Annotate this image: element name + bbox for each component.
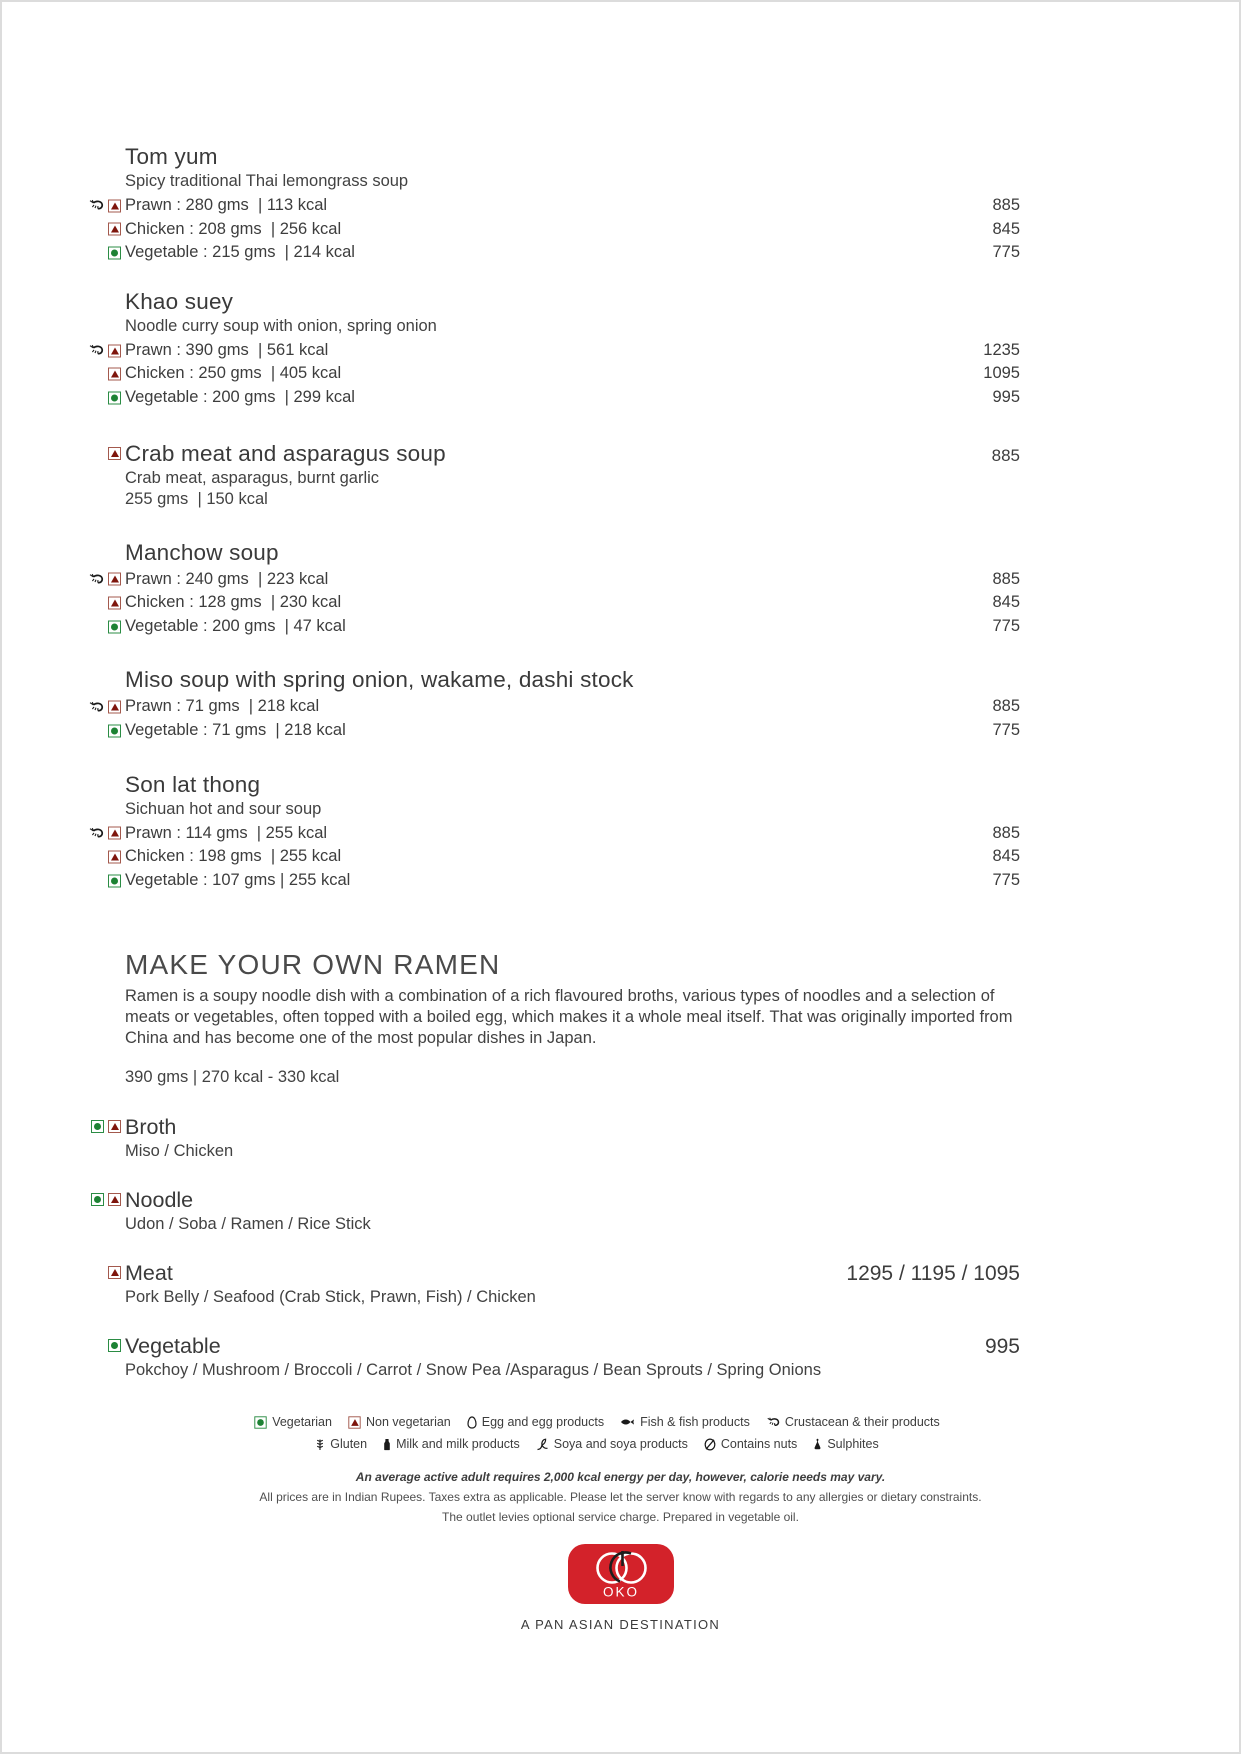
- item-price: 845: [992, 847, 1020, 866]
- item-label: Prawn : 390 gms | 561 kcal: [125, 340, 329, 359]
- option-title-row: [125, 1114, 1020, 1140]
- menu-item-row: [125, 822, 1020, 846]
- non-veg-icon: [108, 447, 121, 460]
- menu-item-row: [125, 591, 1020, 615]
- allergen-icons: [81, 199, 121, 212]
- legend-label: Non vegetarian: [365, 1415, 451, 1429]
- dish-section-manchow: [125, 539, 1020, 639]
- allergen-icons: [81, 701, 121, 714]
- allergen-icons: [81, 827, 121, 840]
- legend-label: Soya and soya products: [553, 1437, 688, 1451]
- option-title: Noodle: [125, 1188, 194, 1213]
- menu-item-row: [125, 869, 1020, 893]
- logo-text: OKO: [602, 1584, 639, 1600]
- item-price: 775: [992, 616, 1020, 635]
- legend-item: [766, 1415, 940, 1429]
- allergen-icons: [81, 724, 121, 737]
- dish-title: Miso soup with spring onion, wakame, dashi stock: [125, 667, 634, 693]
- menu-item-row: [125, 339, 1020, 363]
- dish-calories: 255 gms | 150 kcal: [125, 489, 268, 508]
- egg-icon: [467, 1416, 477, 1429]
- sulphites-icon: [813, 1438, 822, 1450]
- nuts-icon: [704, 1438, 716, 1451]
- crustacean-icon: [88, 827, 104, 839]
- legend-label: Crustacean & their products: [784, 1415, 940, 1429]
- section-description: Ramen is a soupy noodle dish with a combination of a rich flavoured broths, various types of noodles and a selection of meats or vegetables, often topped with a boiled egg, which makes it a whole meal itself. That was originally imported from China and has become one of the most popular dishes in Japan.: [125, 987, 1013, 1048]
- dish-section-tom-yum: [125, 143, 1020, 265]
- legend-item: [348, 1415, 451, 1429]
- legend-item: [620, 1415, 750, 1429]
- ramen-option-noodle: [125, 1187, 1020, 1235]
- veg-icon: [108, 874, 121, 887]
- legend-row-1: [27, 1415, 1167, 1429]
- item-price: 885: [992, 697, 1020, 716]
- allergen-icons: [81, 223, 121, 236]
- legend-label: Gluten: [330, 1437, 368, 1451]
- legend-item: [536, 1437, 688, 1451]
- section-calories: 390 gms | 270 kcal - 330 kcal: [125, 1068, 340, 1087]
- non-veg-icon: [108, 368, 121, 381]
- page-footer-block: [2, 1415, 1239, 1632]
- dish-section-son-lat-thong: [125, 771, 1020, 893]
- option-title-row: [125, 1260, 1020, 1286]
- item-label: Chicken : 208 gms | 256 kcal: [125, 219, 342, 238]
- item-price: 995: [992, 387, 1020, 406]
- option-price: 1295 / 1195 / 1095: [846, 1262, 1020, 1286]
- allergen-icons: [81, 1120, 121, 1133]
- footer-notes: [2, 1467, 1239, 1527]
- veg-icon: [108, 724, 121, 737]
- non-veg-icon: [108, 827, 121, 840]
- allergen-icons: [81, 447, 121, 460]
- menu-item-row: [125, 719, 1020, 743]
- ramen-section: [125, 949, 1020, 1381]
- crustacean-icon: [766, 1417, 780, 1428]
- non-veg-icon: [108, 199, 121, 212]
- veg-icon: [108, 391, 121, 404]
- legend-item: [383, 1437, 520, 1451]
- non-veg-icon: [108, 701, 121, 714]
- footer-calorie-note: An average active adult requires 2,000 kcal energy per day, however, calorie needs may vary.: [355, 1470, 886, 1484]
- menu-item-row: [125, 194, 1020, 218]
- dish-description: Crab meat, asparagus, burnt garlic: [125, 468, 380, 487]
- dish-title: Khao suey: [125, 288, 234, 314]
- non-veg-icon: [108, 596, 121, 609]
- item-price: 775: [992, 243, 1020, 262]
- legend-item: [813, 1437, 878, 1451]
- veg-icon: [108, 246, 121, 259]
- dish-title-row: [125, 440, 1020, 467]
- crustacean-icon: [88, 345, 104, 357]
- allergen-icons: [81, 874, 121, 887]
- item-label: Chicken : 128 gms | 230 kcal: [125, 593, 342, 612]
- allergen-icons: [81, 246, 121, 259]
- option-description: Udon / Soba / Ramen / Rice Stick: [125, 1215, 371, 1234]
- option-title-row: [125, 1187, 1020, 1213]
- option-price: 995: [984, 1335, 1020, 1359]
- legend-label: Fish & fish products: [640, 1415, 750, 1429]
- legend-label: Milk and milk products: [396, 1437, 520, 1451]
- legend-item: [467, 1415, 604, 1429]
- option-title: Vegetable: [125, 1334, 221, 1359]
- item-label: Vegetable : 107 gms | 255 kcal: [125, 870, 351, 889]
- dish-title: Son lat thong: [125, 771, 261, 797]
- crustacean-icon: [88, 701, 104, 713]
- item-price: 845: [992, 593, 1020, 612]
- dish-description: Spicy traditional Thai lemongrass soup: [125, 172, 409, 190]
- veg-icon: [108, 1339, 121, 1352]
- veg-icon: [108, 620, 121, 633]
- legend-item: [254, 1415, 332, 1429]
- allergen-icons: [81, 391, 121, 404]
- dish-section-crab-soup: [125, 440, 1020, 510]
- option-title: Broth: [125, 1115, 177, 1140]
- allergen-icons: [81, 573, 121, 586]
- legend-item: [315, 1437, 367, 1451]
- item-label: Vegetable : 71 gms | 218 kcal: [125, 720, 346, 739]
- item-label: Chicken : 250 gms | 405 kcal: [125, 364, 342, 383]
- item-price: 775: [992, 720, 1020, 739]
- crustacean-icon: [88, 573, 104, 585]
- soya-icon: [536, 1438, 549, 1451]
- fish-icon: [620, 1417, 635, 1427]
- menu-item-row: [125, 568, 1020, 592]
- item-label: Vegetable : 200 gms | 47 kcal: [125, 616, 346, 635]
- allergen-icons: [81, 620, 121, 633]
- legend-label: Vegetarian: [272, 1415, 332, 1429]
- menu-content: [125, 143, 1020, 1381]
- item-price: 885: [992, 569, 1020, 588]
- footer-service-note: The outlet levies optional service charge. Prepared in vegetable oil.: [442, 1510, 799, 1524]
- veg-icon: [91, 1193, 104, 1206]
- oko-logo-icon: [567, 1543, 675, 1605]
- option-description: Pork Belly / Seafood (Crab Stick, Prawn, Fish) / Chicken: [125, 1288, 536, 1307]
- item-label: Prawn : 71 gms | 218 kcal: [125, 697, 320, 716]
- non-veg-icon: [108, 1193, 121, 1206]
- brand-logo: [2, 1543, 1239, 1632]
- item-label: Vegetable : 215 gms | 214 kcal: [125, 243, 355, 262]
- item-price: 1235: [983, 340, 1020, 359]
- menu-item-row: [125, 218, 1020, 242]
- ramen-option-meat: [125, 1260, 1020, 1308]
- legend-row-2: [27, 1437, 1167, 1451]
- allergen-icons: [81, 1339, 121, 1352]
- allergen-icons: [81, 596, 121, 609]
- dish-title: Manchow soup: [125, 539, 279, 565]
- menu-item-row: [125, 615, 1020, 639]
- ramen-option-broth: [125, 1114, 1020, 1162]
- non-veg-icon: [108, 344, 121, 357]
- non-veg-icon: [108, 223, 121, 236]
- item-label: Prawn : 240 gms | 223 kcal: [125, 569, 329, 588]
- section-heading: MAKE YOUR OWN RAMEN: [125, 949, 501, 981]
- allergen-icons: [81, 368, 121, 381]
- dish-title: Tom yum: [125, 144, 218, 169]
- item-price: 1095: [983, 364, 1020, 383]
- option-title-row: [125, 1333, 1020, 1359]
- allergen-icons: [81, 850, 121, 863]
- milk-icon: [383, 1438, 391, 1451]
- option-description: Miso / Chicken: [125, 1142, 234, 1161]
- menu-item-row: [125, 386, 1020, 410]
- non-veg-icon: [348, 1416, 360, 1428]
- footer-pricing-note: All prices are in Indian Rupees. Taxes extra as applicable. Please let the server know with regards to any allergies or dietary constraints.: [259, 1490, 982, 1504]
- ramen-option-vegetable: [125, 1333, 1020, 1381]
- item-price: 775: [992, 870, 1020, 889]
- dish-section-miso: [125, 666, 1020, 742]
- allergen-icons: [81, 1266, 121, 1279]
- legend-label: Sulphites: [827, 1437, 879, 1451]
- gluten-icon: [315, 1438, 325, 1451]
- crustacean-icon: [88, 200, 104, 212]
- non-veg-icon: [108, 1120, 121, 1133]
- allergen-legend: [27, 1415, 1167, 1451]
- non-veg-icon: [108, 1266, 121, 1279]
- dish-title: Crab meat and asparagus soup: [125, 440, 446, 466]
- item-label: Prawn : 280 gms | 113 kcal: [125, 196, 328, 214]
- item-price: 845: [992, 219, 1020, 238]
- dish-section-khao-suey: [125, 288, 1020, 410]
- item-price: 885: [992, 823, 1020, 842]
- item-label: Prawn : 114 gms | 255 kcal: [125, 823, 328, 842]
- option-title: Meat: [125, 1261, 173, 1286]
- item-price: 885: [992, 196, 1020, 214]
- item-price: 885: [991, 445, 1020, 465]
- item-label: Chicken : 198 gms | 255 kcal: [125, 847, 342, 866]
- option-description: Pokchoy / Mushroom / Broccoli / Carrot / Snow Pea /Asparagus / Bean Sprouts / Spring Onions: [125, 1361, 822, 1380]
- menu-item-row: [125, 695, 1020, 719]
- menu-item-row: [125, 845, 1020, 869]
- legend-label: Egg and egg products: [481, 1415, 605, 1429]
- non-veg-icon: [108, 573, 121, 586]
- allergen-icons: [81, 344, 121, 357]
- veg-icon: [255, 1416, 267, 1428]
- menu-item-row: [125, 241, 1020, 265]
- dish-description: Sichuan hot and sour soup: [125, 799, 322, 818]
- non-veg-icon: [108, 850, 121, 863]
- legend-item: [704, 1437, 797, 1451]
- allergen-icons: [81, 1193, 121, 1206]
- veg-icon: [91, 1120, 104, 1133]
- dish-description: Noodle curry soup with onion, spring onion: [125, 316, 437, 335]
- item-label: Vegetable : 200 gms | 299 kcal: [125, 387, 355, 406]
- menu-item-row: [125, 362, 1020, 386]
- brand-tagline: A PAN ASIAN DESTINATION: [520, 1617, 721, 1632]
- legend-label: Contains nuts: [720, 1437, 798, 1451]
